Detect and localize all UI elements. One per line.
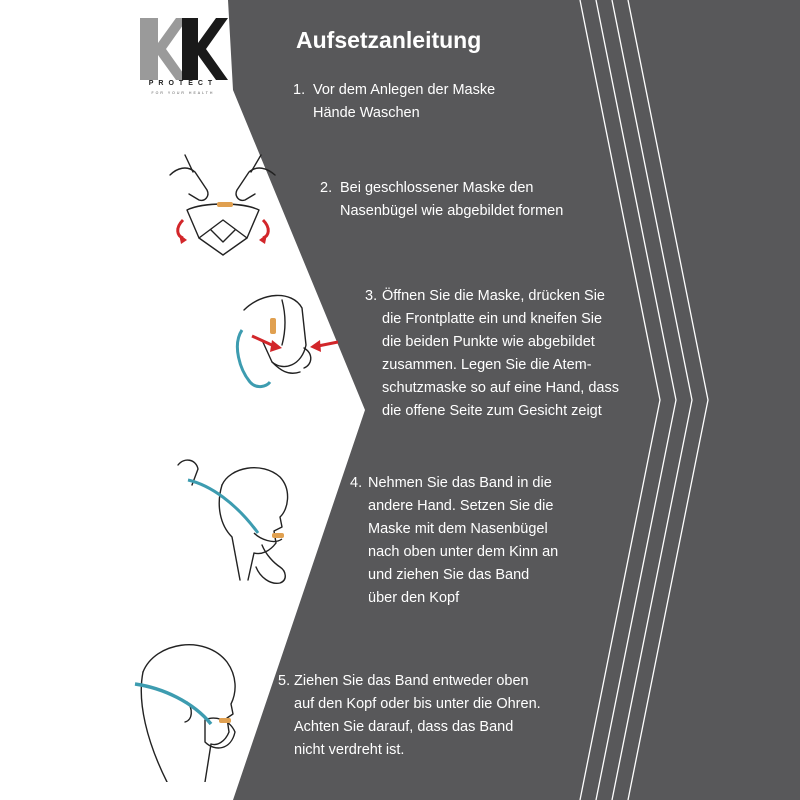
step-text: Vor dem Anlegen der Maske Hände Waschen [313, 82, 496, 121]
step-number: 4. [350, 475, 363, 491]
step-text: Nehmen Sie das Band in die andere Hand. Setzen Sie die Maske mit dem Nasenbügel nach oben unter dem Kinn an und ziehen Sie das Band über den Kopf [368, 475, 559, 606]
step-number: 3. [365, 288, 378, 304]
brand-tagline: FOR YOUR HEALTH [151, 91, 215, 95]
step-4 [350, 472, 558, 610]
page-title: Aufsetzanleitung [296, 27, 482, 53]
step-5 [278, 670, 541, 762]
step-text: Ziehen Sie das Band entweder oben auf den Kopf oder bis unter die Ohren. Achten Sie darauf, dass das Band nicht verdreht ist. [294, 673, 541, 758]
step-text: Öffnen Sie die Maske, drücken Sie die Frontplatte ein und kneifen Sie die beiden Punkte wie abgebildet zusammen. Legen Sie die Atem- schutzmaske so auf eine Hand, dass die offene Seite zum Gesicht zeigt [382, 288, 619, 419]
step-3 [365, 285, 619, 423]
step-number: 2. [320, 180, 333, 196]
mask-worn-on-face-icon [133, 632, 243, 782]
k-logo-icon [138, 18, 228, 80]
step-1 [293, 79, 495, 125]
hands-shaping-mask-icon [165, 150, 280, 260]
step-2 [320, 177, 563, 223]
brand-word: PROTECT [148, 80, 218, 87]
step-text: Bei geschlossener Maske den Nasenbügel wie abgebildet formen [340, 180, 564, 219]
pulling-strap-over-head-icon [170, 455, 300, 590]
hand-holding-mask-icon [222, 290, 347, 395]
step-number: 1. [293, 82, 306, 98]
step-number: 5. [278, 673, 291, 689]
brand-logo [138, 18, 228, 98]
